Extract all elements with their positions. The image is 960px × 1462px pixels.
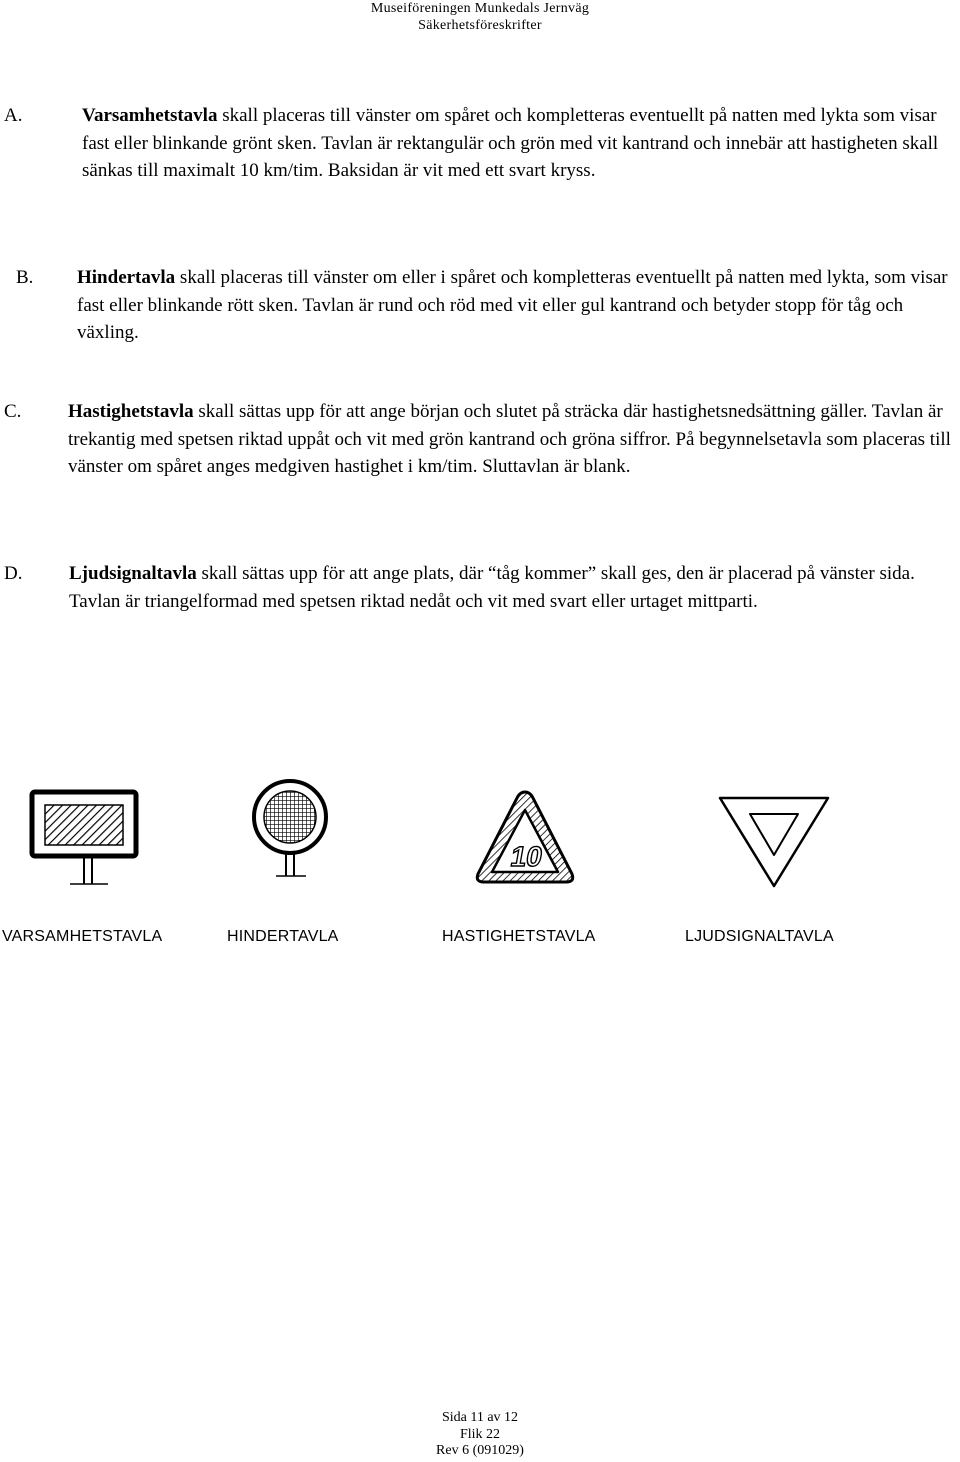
section-letter: A. [4, 105, 23, 126]
footer-revision: Rev 6 (091029) [436, 1443, 524, 1458]
section-term: Ljudsignaltavla [69, 563, 197, 584]
header-org: Museiföreningen Munkedals Jernväg [370, 1, 590, 16]
section-body [82, 102, 957, 185]
sign-caption-hastighetstavla: HASTIGHETSTAVLA [442, 928, 596, 945]
page-footer [400, 1410, 560, 1460]
section-body [68, 398, 958, 481]
page-header [0, 0, 960, 34]
sign-caption-hindertavla: HINDERTAVLA [227, 928, 339, 945]
section-letter: B. [16, 267, 34, 288]
footer-page: Sida 11 av 12 [441, 1410, 519, 1425]
section-term: Hindertavla [77, 267, 176, 288]
section-text: skall sättas upp för att ange början och slutet på sträcka där hastighetsnedsättning gäller. Tavlan är trekantig med spetsen riktad uppåt och vit med grön kantrand och gröna siffror. På begynnelsetavla som placeras till vänster om spåret anges medgiven hastighet i km/tim. Sluttavlan är blank. [68, 401, 951, 477]
section-term: Hastighetstavla [68, 401, 194, 422]
section-term: Varsamhetstavla [82, 105, 218, 126]
section-body [69, 560, 955, 615]
header-title: Säkerhetsföreskrifter [418, 18, 542, 33]
speed-value: 10 [508, 840, 546, 872]
footer-tab: Flik 22 [459, 1426, 501, 1442]
section-letter: C. [4, 401, 22, 422]
section-text: skall placeras till vänster om spåret och kompletteras eventuellt på natten med lykta som visar fast eller blinkande grönt sken. Tavlan är rektangulär och grön med vit kantrand och innebär att hastigheten skall sänkas till maximalt 10 km/tim. Baksidan är vit med ett svart kryss. [82, 105, 939, 181]
sign-caption-varsamhetstavla: VARSAMHETSTAVLA [2, 928, 163, 945]
section-letter: D. [4, 563, 23, 584]
rectangular-warning-sign-icon [12, 770, 168, 900]
inverted-triangle-sound-signal-sign-icon [708, 788, 838, 890]
round-stop-sign-icon [226, 764, 352, 894]
section-text: skall placeras till vänster om eller i spåret och kompletteras eventuellt på natten med lykta, som visar fast eller blinkande rött sken. Tavlan är rund och röd med vit eller gul kantrand och betyder stopp för tåg och växling. [77, 267, 948, 343]
triangular-speed-sign-icon [470, 786, 580, 890]
section-text: skall sättas upp för att ange plats, där “tåg kommer” skall ges, den är placerad på vänster sida. Tavlan är triangelformad med spetsen riktad nedåt och vit med svart eller urtaget mittparti. [69, 563, 915, 612]
sign-caption-ljudsignaltavla: LJUDSIGNALTAVLA [685, 928, 834, 945]
section-body [77, 264, 960, 347]
